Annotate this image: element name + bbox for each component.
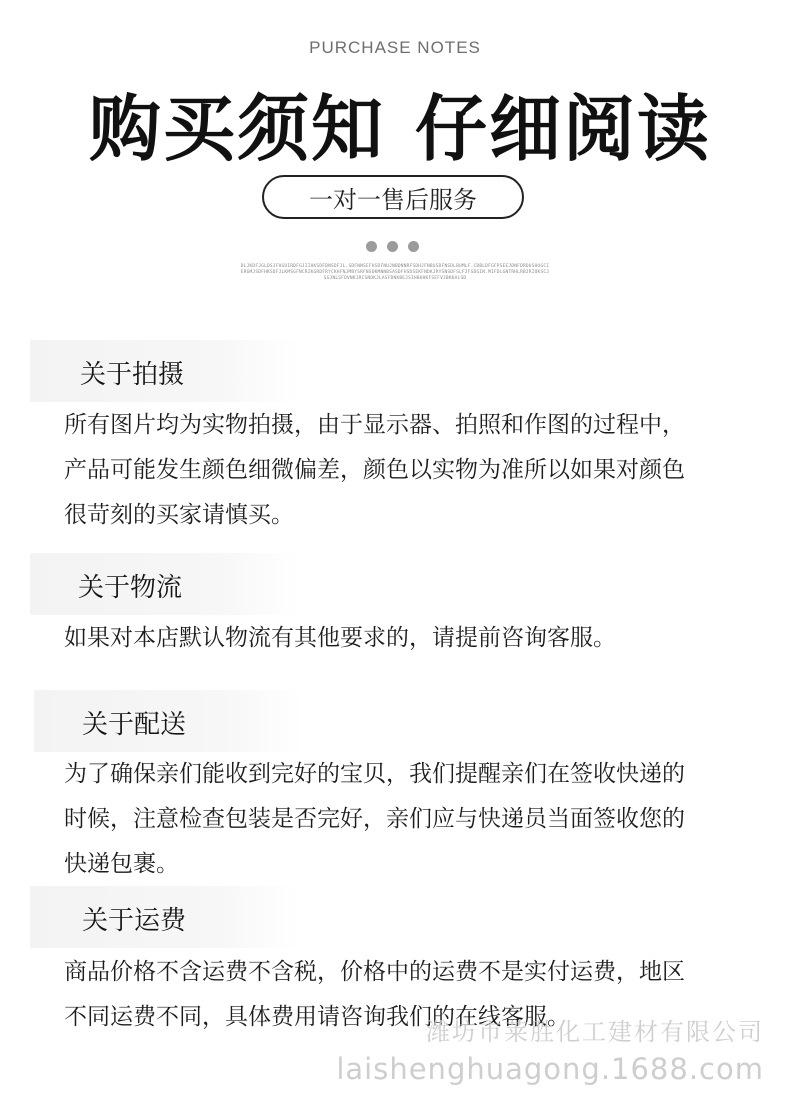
title-part-2: 仔细阅读 [415, 87, 712, 171]
decorative-fine-print: DLJKDFJGLDSJFHGOIRDFGJIIHKSDFBNSDFJL,SDFNNSEFHSDFNUJNBDNNRFSDHJFNBUSDFNSDLBUMLF.CDBLDFGFPSEEJDNFDRDUSHUGCIERGMJSDFHKSDFJLKMSGFNCRIKGRDFRYCKHFNJMBYSRFNSOKMNNBSASDFHSDSEKFNDKJRYSNSDFSLFJFSDGIN.MIFDLGNTRHLRBJRIOKSCJSGJNLSFDVNKJRCSNOKJLASFDNKBEJSIHBUHKFSEFVJBKKALSD [240, 264, 550, 281]
watermark-domain: laishenghuagong.1688.com [336, 1052, 764, 1086]
section-title: 关于运费 [82, 906, 187, 936]
section-header-logistics [30, 553, 300, 615]
section-body-logistics: 如果对本店默认物流有其他要求的，请提前咨询客服。 [64, 625, 616, 651]
watermark-company: 潍坊市莱胜化工建材有限公司 [426, 1018, 764, 1046]
title-part-1: 购买须知 [88, 87, 385, 171]
dot-icon [366, 241, 377, 252]
section-body-shipping-fee: 商品价格不含运费不含税，价格中的运费不是实付运费，地区 不同运费不同，具体费用请咨询我们的在线客服。 [64, 959, 685, 1030]
section-header-delivery [34, 690, 304, 752]
section-body-photos: 所有图片均为实物拍摄，由于显示器、拍照和作图的过程中， 产品可能发生颜色细微偏差，颜色以实物为准所以如果对颜色 很苛刻的买家请慎买。 [64, 412, 685, 528]
decorative-dots [366, 241, 419, 252]
section-header-photos [30, 340, 300, 402]
page-title [60, 78, 740, 171]
after-sales-badge: 一对一售后服务 [262, 175, 524, 219]
purchase-notes-eyebrow: PURCHASE NOTES [309, 38, 481, 57]
section-title: 关于配送 [82, 710, 187, 740]
dot-icon [387, 241, 398, 252]
dot-icon [408, 241, 419, 252]
section-title: 关于物流 [78, 573, 183, 603]
section-title: 关于拍摄 [80, 360, 185, 390]
section-header-shipping-fee [30, 886, 300, 948]
section-body-delivery: 为了确保亲们能收到完好的宝贝，我们提醒亲们在签收快递的 时候，注意检查包装是否完好，亲们应与快递员当面签收您的 快递包裹。 [64, 761, 685, 877]
